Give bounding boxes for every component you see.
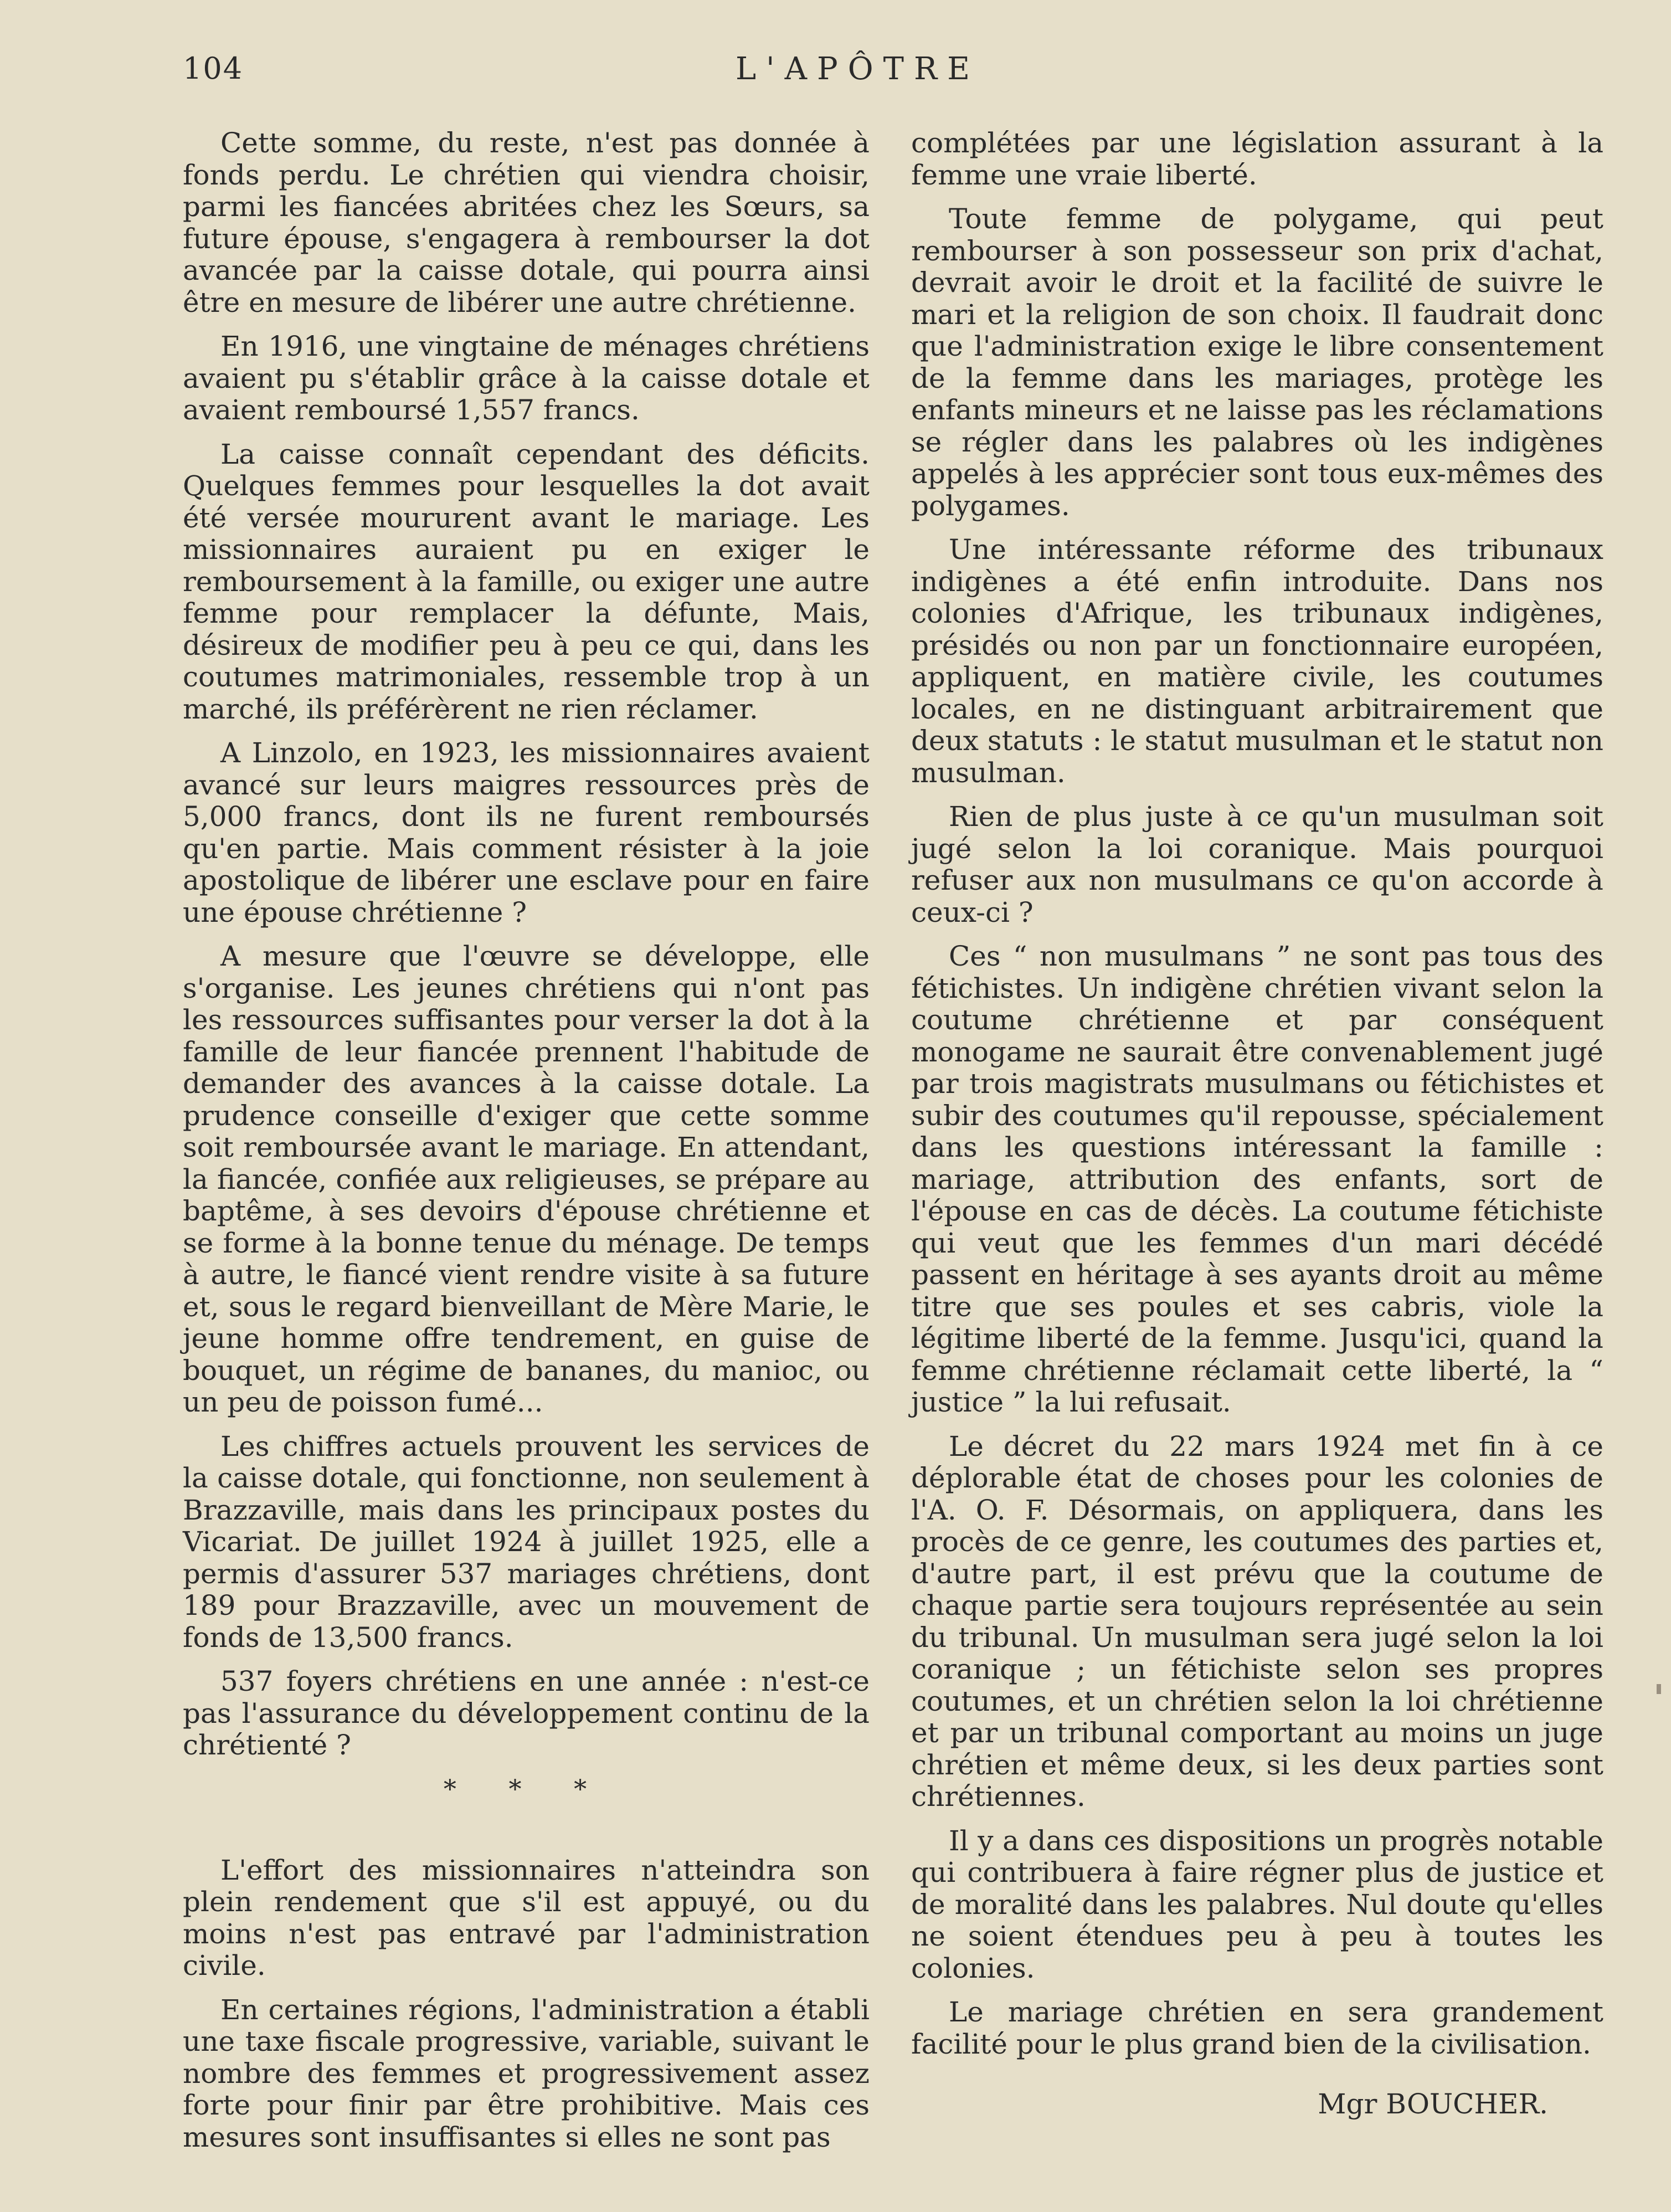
right-column [911, 127, 1603, 2120]
paragraph: Une intéressante réforme des tribunaux indigènes a été enfin introduite. Dans nos colonies d'Afrique, les tribunaux indigènes, présidés ou non par un fonctionnaire européen, appliquent, en matière civile, les coutumes locales, en ne distinguant arbitrairement que deux statuts : le statut musulman et le statut non musulman. [911, 533, 1603, 789]
page-edge-mark [1657, 1684, 1661, 1694]
running-header [183, 51, 1533, 101]
paragraph: En 1916, une vingtaine de ménages chrétiens avaient pu s'établir grâce à la caisse dotale et avaient remboursé 1,557 francs. [183, 330, 870, 426]
paragraph: Rien de plus juste à ce qu'un musulman soit jugé selon la loi coranique. Mais pourquoi refuser aux non musulmans ce qu'on accorde à ceux-ci ? [911, 800, 1603, 928]
paragraph: A mesure que l'œuvre se développe, elle s'organise. Les jeunes chrétiens qui n'ont pas les ressources suffisantes pour verser la dot à la famille de leur fiancée prennent l'habitude de demander des avances à la caisse dotale. La prudence conseille d'exiger que cette somme soit remboursée avant le mariage. En attendant, la fiancée, confiée aux religieuses, se prépare au baptême, à ses devoirs d'épouse chrétienne et se forme à la bonne tenue du ménage. De temps à autre, le fiancé vient rendre visite à sa future et, sous le regard bienveillant de Mère Marie, le jeune homme offre tendrement, en guise de bouquet, un régime de bananes, du manioc, ou un peu de poisson fumé... [183, 940, 870, 1418]
paragraph: En certaines régions, l'administration a établi une taxe fiscale progressive, variable, suivant le nombre des femmes et progressivement assez forte pour finir par être prohibitive. Mais ces mesures sont insuffisantes si elles ne sont pas [183, 1993, 870, 2153]
paragraph-continued: complétées par une législation assurant à la femme une vraie liberté. [911, 127, 1603, 191]
paragraph: Toute femme de polygame, qui peut rembourser à son possesseur son prix d'achat, devrait avoir le droit et la facilité de suivre le mari et la religion de son choix. Il faudrait donc que l'administration exige le libre consentement de la femme dans les mariages, protège les enfants mineurs et ne laisse pas les réclamations se régler dans les palabres où les indigènes appelés à les apprécier sont tous eux-mêmes des polygames. [911, 203, 1603, 522]
paragraph: L'effort des missionnaires n'atteindra son plein rendement que s'il est appuyé, ou du moins n'est pas entravé par l'administration civile. [183, 1854, 870, 1982]
paragraph: Le décret du 22 mars 1924 met fin à ce déplorable état de choses pour les colonies de l'A. O. F. Désormais, on appliquera, dans les procès de ce genre, les coutumes des parties et, d'autre part, il est prévu que la coutume de chaque partie sera toujours représentée au sein du tribunal. Un musulman sera jugé selon la loi coranique ; un fétichiste selon ses propres coutumes, et un chrétien selon la loi chrétienne et par un tribunal comportant au moins un juge chrétien et même deux, si les deux parties sont chrétiennes. [911, 1430, 1603, 1813]
paragraph: La caisse connaît cependant des déficits. Quelques femmes pour lesquelles la dot avait été versée moururent avant le mariage. Les missionnaires auraient pu en exiger le remboursement à la famille, ou exiger une autre femme pour remplacer la défunte, Mais, désireux de modifier peu à peu ce qui, dans les coutumes matrimoniales, ressemble trop à un marché, ils préférèrent ne rien réclamer. [183, 438, 870, 725]
section-separator: * * * [443, 1773, 609, 1804]
page-number: 104 [183, 51, 244, 86]
paragraph: 537 foyers chrétiens en une année : n'est-ce pas l'assurance du développement continu de la chrétienté ? [183, 1665, 870, 1761]
paragraph: A Linzolo, en 1923, les missionnaires avaient avancé sur leurs maigres ressources près de 5,000 francs, dont ils ne furent remboursés qu'en partie. Mais comment résister à la joie apostolique de libérer une esclave pour en faire une épouse chrétienne ? [183, 737, 870, 928]
paragraph: Les chiffres actuels prouvent les services de la caisse dotale, qui fonctionne, non seulement à Brazzaville, mais dans les principaux postes du Vicariat. De juillet 1924 à juillet 1925, elle a permis d'assurer 537 mariages chrétiens, dont 189 pour Brazzaville, avec un mouvement de fonds de 13,500 francs. [183, 1430, 870, 1654]
author-signature: Mgr BOUCHER. [1318, 2088, 1548, 2120]
paragraph: Il y a dans ces dispositions un progrès notable qui contribuera à faire régner plus de justice et de moralité dans les palabres. Nul doute qu'elles ne soient étendues peu à peu à toutes les colonies. [911, 1824, 1603, 1984]
paragraph: Le mariage chrétien en sera grandement facilité pour le plus grand bien de la civilisation. [911, 1996, 1603, 2060]
paragraph: Ces “ non musulmans ” ne sont pas tous des fétichistes. Un indigène chrétien vivant selon la coutume chrétienne et par conséquent monogame ne saurait être convenablement jugé par trois magistrats musulmans ou fétichistes et subir des coutumes qu'il repousse, spécialement dans les questions intéressant la famille : mariage, attribution des enfants, sort de l'épouse en cas de décès. La coutume fétichiste qui veut que les femmes d'un mari décédé passent en héritage à ses ayants droit au même titre que ses poules et ses cabris, viole la légitime liberté de la femme. Jusqu'ici, quand la femme chrétienne réclamait cette liberté, la “ justice ” la lui refusait. [911, 940, 1603, 1418]
paragraph: Cette somme, du reste, n'est pas donnée à fonds perdu. Le chrétien qui viendra choisir, parmi les fiancées abritées chez les Sœurs, sa future épouse, s'engagera à rembourser la dot avancée par la caisse dotale, qui pourra ainsi être en mesure de libérer une autre chrétienne. [183, 127, 870, 319]
journal-title: L'APÔTRE [735, 51, 980, 87]
left-column [183, 127, 870, 2165]
